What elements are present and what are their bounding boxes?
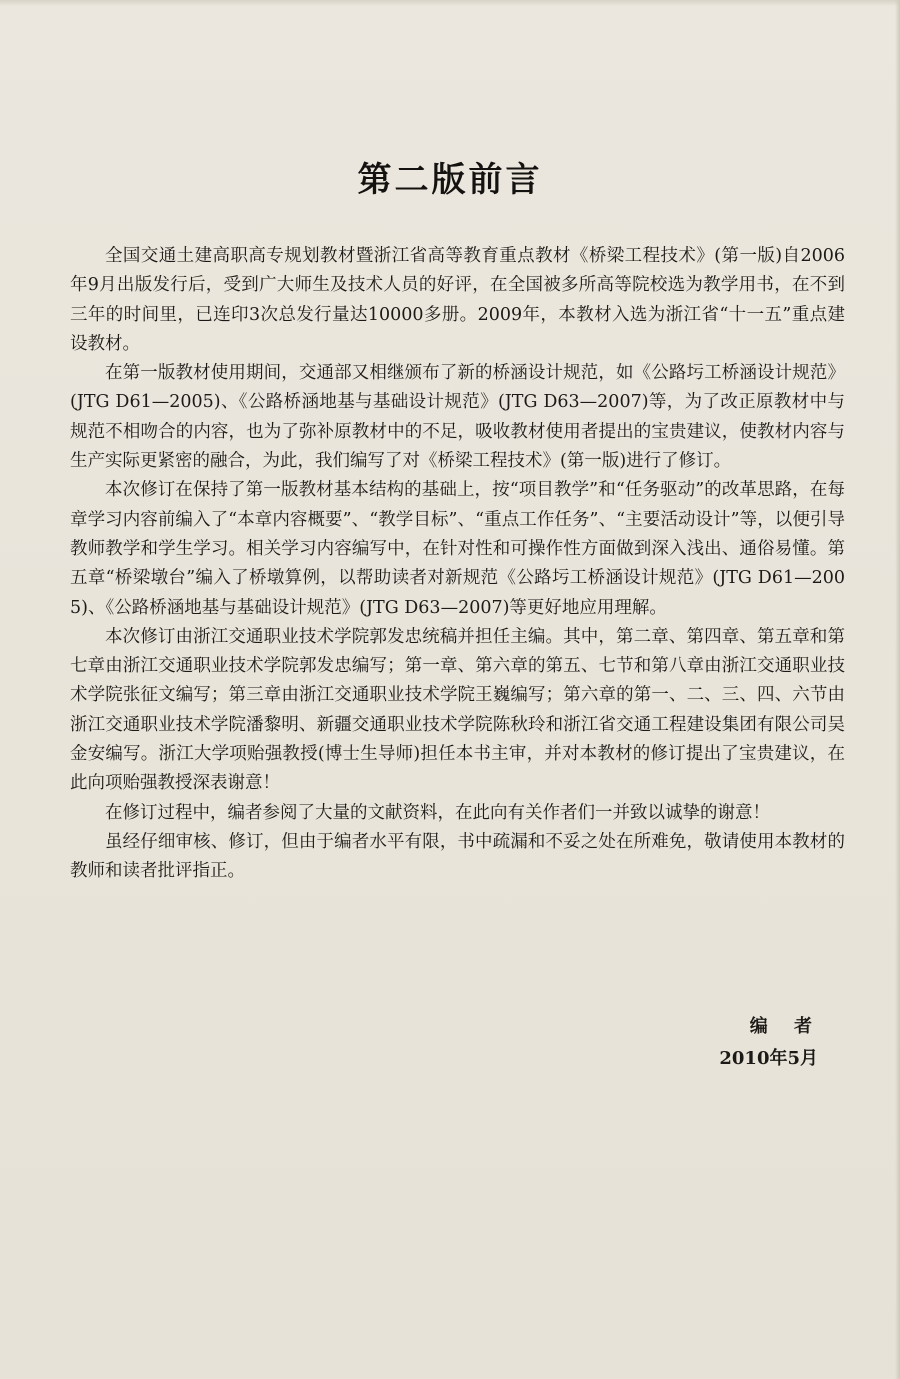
page-right-edge (895, 0, 900, 1379)
paragraph-4: 本次修订由浙江交通职业技术学院郭发忠统稿并担任主编。其中，第二章、第四章、第五章和第七章由浙江交通职业技术学院郭发忠编写；第一章、第六章的第五、七节和第八章由浙江交通职业技术学院张征文编写；第三章由浙江交通职业技术学院王巍编写；第六章的第一、二、三、四、六节由浙江交通职业技术学院潘黎明、新疆交通职业技术学院陈秋玲和浙江省交通工程建设集团有限公司吴金安编写。浙江大学项贻强教授(博士生导师)担任本书主审，并对本教材的修订提出了宝贵建议，在此向项贻强教授深表谢意！ (70, 626, 845, 794)
signature-date: 2010年5月 (719, 1048, 818, 1069)
paragraph-6: 虽经仔细审核、修订，但由于编者水平有限，书中疏漏和不妥之处在所难免，敬请使用本教材的教师和读者批评指正。 (70, 831, 845, 882)
paragraph-1: 全国交通土建高职高专规划教材暨浙江省高等教育重点教材《桥梁工程技术》(第一版)自2006年9月出版发行后，受到广大师生及技术人员的好评，在全国被多所高等院校选为教学用书，在不到三年的时间里，已连印3次总发行量达10000多册。2009年，本教材入选为浙江省“十一五”重点建设教材。 (70, 246, 845, 354)
paragraph-2: 在第一版教材使用期间，交通部又相继颁布了新的桥涵设计规范，如《公路圬工桥涵设计规范》(JTG D61—2005)、《公路桥涵地基与基础设计规范》(JTG D63—2007)等，为了改正原教材中与规范不相吻合的内容，也为了弥补原教材中的不足，吸收教材使用者提出的宝贵建议，使教材内容与生产实际更紧密的融合，为此，我们编写了对《桥梁工程技术》(第一版)进行了修订。 (70, 363, 845, 472)
paragraph-5: 在修订过程中，编者参阅了大量的文献资料，在此向有关作者们一并致以诚挚的谢意！ (105, 802, 770, 823)
preface-body (70, 242, 845, 887)
signature-author: 编 者 (749, 1016, 822, 1037)
paragraph-3: 本次修订在保持了第一版教材基本结构的基础上，按“项目教学”和“任务驱动”的改革思路，在每章学习内容前编入了“本章内容概要”、“教学目标”、“重点工作任务”、“主要活动设计”等，以便引导教师教学和学生学习。相关学习内容编写中，在针对性和可操作性方面做到深入浅出、通俗易懂。第五章“桥梁墩台”编入了桥墩算例，以帮助读者对新规范《公路圬工桥涵设计规范》(JTG D61—2005)、《公路桥涵地基与基础设计规范》(JTG D63—2007)等更好地应用理解。 (70, 480, 845, 618)
page-title: 第二版前言 (357, 160, 543, 200)
page-top-edge (0, 0, 900, 6)
